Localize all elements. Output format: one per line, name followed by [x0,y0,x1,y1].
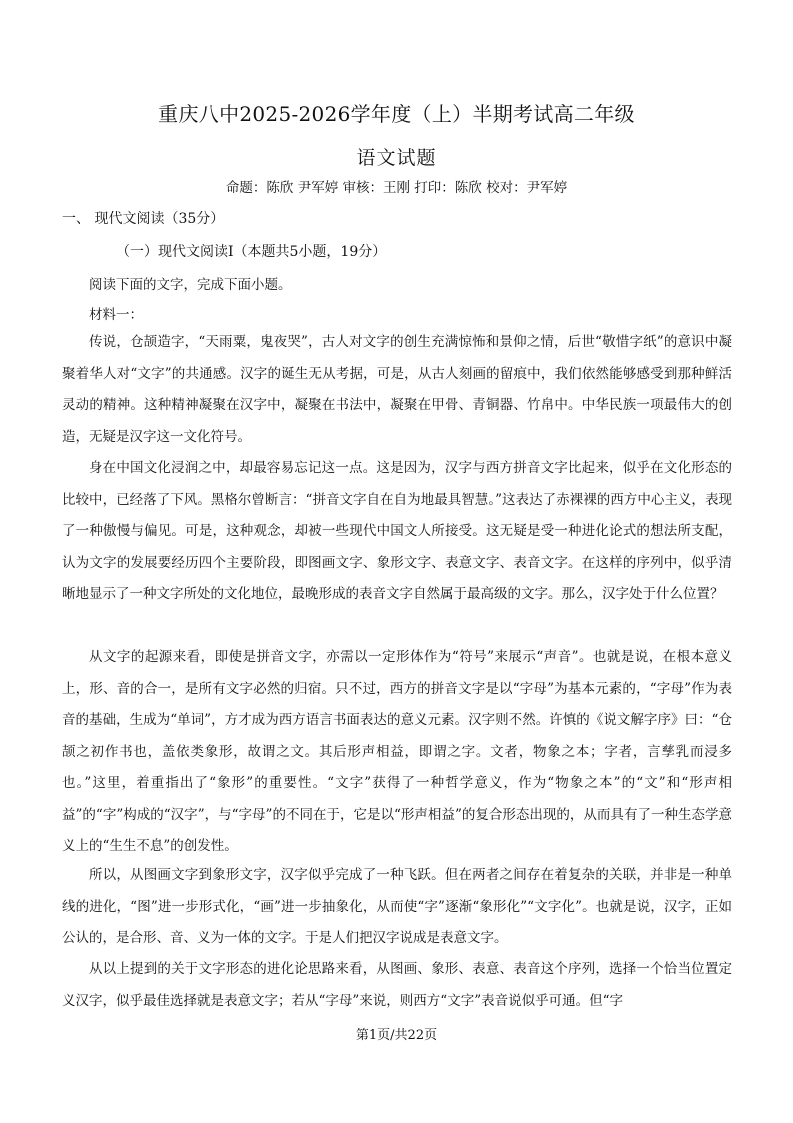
staff-credits: 命题：陈欣 尹军婷 审核：王刚 打印：陈欣 校对：尹军婷 [225,180,568,196]
reading-instruction: 阅读下面的文字，完成下面小题。 [89,277,292,293]
subsection-heading: （一）现代文阅读Ⅰ（本题共5小题，19分） [116,244,387,260]
exam-title: 重庆八中2025-2026学年度（上）半期考试高二年级 [158,102,635,126]
body-paragraph: 从以上提到的关于文字形态的进化论思路来看，从图画、象形、表意、表音这个序列，选择一个恰当位置定义汉字，似乎最佳选择就是表意文字；若从“字母”来说，则西方“文字”表音说似乎可通。但“字 [62,961,732,1009]
section-heading: 一、 现代文阅读（35分） [62,211,225,227]
exam-subtitle: 语文试题 [356,147,437,169]
body-paragraph: 所以，从图画文字到象形文字，汉字似乎完成了一种飞跃。但在两者之间存在着复杂的关联，并非是一种单线的进化，“图”进一步形式化，“画”进一步抽象化，从而使“字”逐渐“象形化”“文字化”。也就是说，汉字，正如公认的，是合形、音、义为一体的文字。于是人们把汉字说成是表意文字。 [62,867,732,946]
body-paragraph: 从文字的起源来看，即使是拼音文字，亦需以一定形体作为“符号”来展示“声音”。也就是说，在根本意义上，形、音的合一，是所有文字必然的归宿。只不过，西方的拼音文字是以“字母”为基本元素的，“字母”作为表音的基础，生成为“单词”，方才成为西方语言书面表达的意义元素。汉字则不然。许慎的《说文解字序》曰：“仓颉之初作书也，盖依类象形，故谓之文。其后形声相益，即谓之字。文者，物象之本；字者，言孳乳而浸多也。”这里，着重指出了“象形”的重要性。“文字”获得了一种哲学意义，作为“物象之本”的“文”和“形声相益”的“字”构成的“汉字”，与“字母”的不同在于，它是以“形声相益”的复合形态出现的，从而具有了一种生态学意义上的“生生不息”的创发性。 [62,649,732,854]
body-paragraph: 传说，仓颉造字，“天雨粟，鬼夜哭”，古人对文字的创生充满惊怖和景仰之情，后世“敬惜字纸”的意识中凝聚着华人对“文字”的共通感。汉字的诞生无从考据，可是，从古人刻画的留痕中，我们依然能够感受到那种鲜活灵动的精神。这种精神凝聚在汉字中，凝聚在书法中，凝聚在甲骨、青铜器、竹帛中。中华民族一项最伟大的创造，无疑是汉字这一文化符号。 [62,334,732,445]
page-number: 第1页/共22页 [355,1028,438,1043]
body-paragraph: 身在中国文化浸润之中，却最容易忘记这一点。这是因为，汉字与西方拼音文字比起来，似乎在文化形态的比较中，已经落了下风。黑格尔曾断言：“拼音文字自在自为地最具智慧。”这表达了赤裸裸的西方中心主义，表现了一种傲慢与偏见。可是，这种观念，却被一些现代中国文人所接受。这无疑是受一种进化论式的想法所支配，认为文字的发展要经历四个主要阶段，即图画文字、象形文字、表意文字、表音文字。在这样的序列中，似乎清晰地显示了一种文字所处的文化地位，最晚形成的表音文字自然属于最高级的文字。那么，汉字处于什么位置？ [62,460,732,602]
material-label: 材料一： [89,307,143,323]
